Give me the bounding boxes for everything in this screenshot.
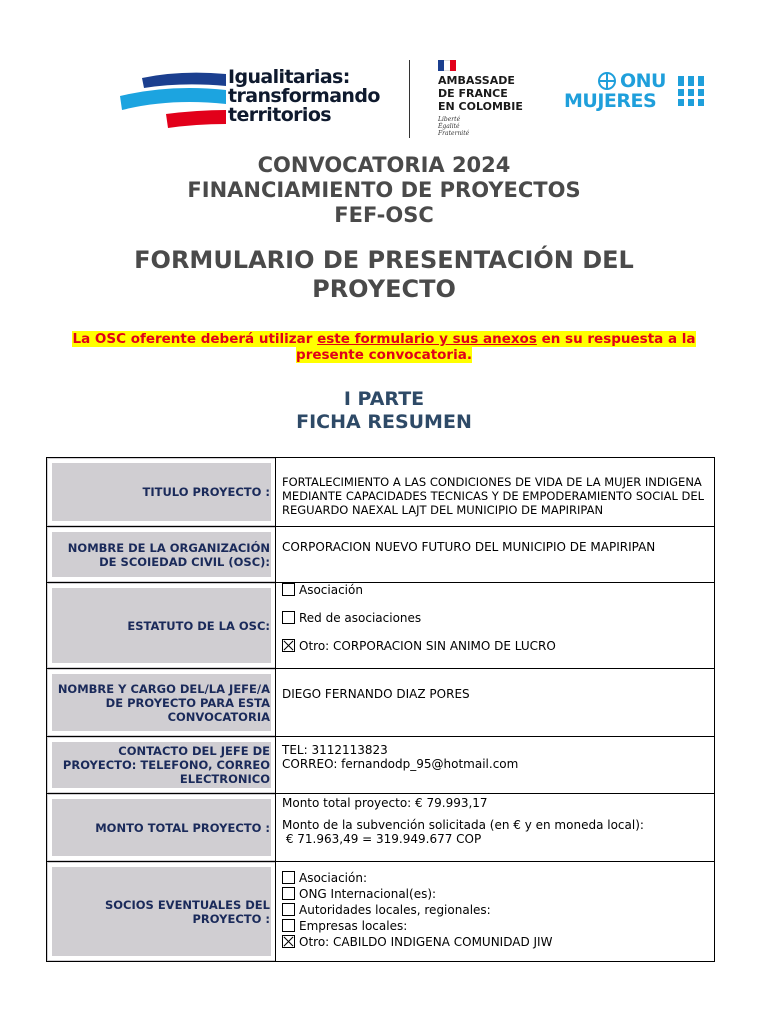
checkbox[interactable] xyxy=(282,611,295,624)
table-row-monto xyxy=(47,793,714,861)
estatuto-option-red[interactable]: Red de asociaciones xyxy=(282,611,708,639)
estatuto-option-otro[interactable]: Otro: CORPORACION SIN ANIMO DE LUCRO xyxy=(282,639,708,653)
un-globe-icon xyxy=(598,72,616,90)
french-flag-icon xyxy=(438,60,456,71)
monto-value xyxy=(276,794,714,861)
igualitarias-wordmark: Igualitarias: transformando territorios xyxy=(228,66,380,126)
nombre-osc-label: NOMBRE DE LA ORGANIZACIÓN DE SCOIEDAD CIVIL (OSC): xyxy=(47,527,276,582)
section-heading: I PARTE FICHA RESUMEN xyxy=(296,388,472,433)
contacto-label: CONTACTO DEL JEFE DE PROYECTO: TELEFONO, CORREO ELECTRONICO xyxy=(47,737,276,793)
socios-option-otro[interactable]: Otro: CABILDO INDIGENA COMUNIDAD JIW xyxy=(282,934,708,950)
nombre-osc-value: CORPORACION NUEVO FUTURO DEL MUNICIPIO DE MAPIRIPAN xyxy=(282,540,656,554)
table-row-socios xyxy=(47,861,714,961)
convocatoria-title: CONVOCATORIA 2024 FINANCIAMIENTO DE PROYECTOS FEF-OSC xyxy=(187,153,581,227)
monto-label: MONTO TOTAL PROYECTO : xyxy=(47,794,276,861)
socios-option-empresas[interactable]: Empresas locales: xyxy=(282,918,708,934)
contacto-correo: CORREO: fernandodp_95@hotmail.com xyxy=(282,757,519,771)
instructions-notice: La OSC oferente deberá utilizar este formulario y sus anexos en su respuesta a la presente convocatoria. xyxy=(72,331,696,363)
checkbox-checked[interactable] xyxy=(282,935,295,948)
checkbox[interactable] xyxy=(282,919,295,932)
estatuto-label: ESTATUTO DE LA OSC: xyxy=(47,583,276,668)
checkbox[interactable] xyxy=(282,583,295,596)
formulario-title: FORMULARIO DE PRESENTACIÓN DEL PROYECTO xyxy=(134,246,634,303)
logo-divider xyxy=(409,60,410,138)
jefe-value: DIEGO FERNANDO DIAZ PORES xyxy=(282,687,470,701)
socios-option-autoridades[interactable]: Autoridades locales, regionales: xyxy=(282,902,708,918)
estatuto-option-asociacion[interactable]: Asociación xyxy=(282,583,708,611)
monto-total: Monto total proyecto: € 79.993,17 xyxy=(282,796,488,810)
titulo-value: FORTALECIMIENTO A LAS CONDICIONES DE VIDA DE LA MUJER INDIGENA MEDIANTE CAPACIDADES TECNICAS Y DE EMPODERAMIENTO SOCIAL DEL REGUARDO NAEXAL LAJT DEL MUNICIPIO DE MAPIRIPAN xyxy=(282,475,705,517)
table-row-estatuto xyxy=(47,582,714,668)
table-row-nombre-osc xyxy=(47,526,714,582)
checkbox[interactable] xyxy=(282,903,295,916)
socios-options xyxy=(276,862,714,961)
monto-subvencion-label: Monto de la subvención solicitada (en € y en moneda local): xyxy=(282,818,644,832)
table-row-contacto xyxy=(47,736,714,793)
contacto-telefono: TEL: 3112113823 xyxy=(282,743,388,757)
checkbox[interactable] xyxy=(282,871,295,884)
checkbox-checked[interactable] xyxy=(282,639,295,652)
socios-option-ong[interactable]: ONG Internacional(es): xyxy=(282,886,708,902)
contacto-value xyxy=(276,737,714,793)
jefe-label: NOMBRE Y CARGO DEL/LA JEFE/A DE PROYECTO PARA ESTA CONVOCATORIA xyxy=(47,669,276,736)
socios-label: SOCIOS EVENTUALES DEL PROYECTO : xyxy=(47,862,276,961)
table-row-titulo xyxy=(47,458,714,526)
ficha-resumen-table xyxy=(46,457,715,962)
ambassade-france-logo: AMBASSADE DE FRANCE EN COLOMBIE Liberté Égalité Fraternité xyxy=(438,60,523,137)
checkbox[interactable] xyxy=(282,887,295,900)
igualitarias-stripes-logo xyxy=(120,70,228,130)
titulo-label: TITULO PROYECTO : xyxy=(47,458,276,526)
monto-subvencion-value: € 71.963,49 = 319.949.677 COP xyxy=(282,832,482,846)
table-row-jefe xyxy=(47,668,714,736)
onu-mujeres-emblem-icon xyxy=(676,74,706,108)
formulario-anexos-link[interactable]: este formulario y sus anexos xyxy=(317,331,537,347)
estatuto-options xyxy=(276,583,714,668)
logo-bar xyxy=(0,58,768,140)
socios-option-asociacion[interactable]: Asociación: xyxy=(282,870,708,886)
onu-mujeres-logo: ONU MUJERES xyxy=(564,72,714,112)
